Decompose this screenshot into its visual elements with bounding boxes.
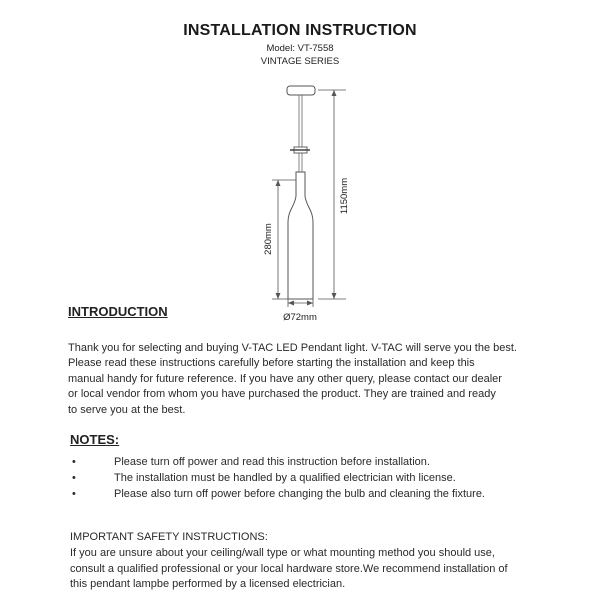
list-item [70,472,570,488]
bottle-height-label: 280mm [263,223,274,255]
list-item [70,488,570,504]
bullet-icon: • [72,456,76,468]
bottle-shade [288,172,313,299]
series-name: VINTAGE SERIES [260,56,340,67]
note-text: Please turn off power and read this instruction before installation. [114,456,430,468]
model-number: Model: VT-7558 [266,43,334,54]
introduction-paragraph [68,341,568,418]
bullet-icon: • [72,488,76,500]
notes-list [70,456,570,504]
intro-line: manual handy for future reference. If you have any other query, please contact our dealer [68,372,502,385]
intro-line: or local vendor from whom you have purchased the product. They are trained and ready [68,388,496,401]
safety-line: If you are unsure about your ceiling/wall type or what mounting method you should use, [70,547,495,559]
intro-line: to serve you at the best. [68,403,186,416]
page-title: INSTALLATION INSTRUCTION [183,22,417,39]
safety-line: consult a qualified professional or your local hardware store.We recommend installation of [70,562,508,575]
bullet-icon: • [72,472,76,484]
diameter-label: Ø72mm [283,312,317,323]
safety-paragraph [70,546,590,593]
safety-heading: IMPORTANT SAFETY INSTRUCTIONS: [70,531,268,543]
ceiling-canopy [287,86,315,95]
notes-heading: NOTES: [70,432,120,447]
intro-line: Thank you for selecting and buying V-TAC LED Pendant light. V-TAC will serve you the best. [68,342,517,354]
introduction-heading: INTRODUCTION [68,304,168,319]
list-item [70,456,570,472]
safety-line: this pendant lampbe performed by a licensed electrician. [70,578,346,590]
intro-line: Please read these instructions carefully before starting the installation and keep this [68,357,475,370]
note-text: The installation must be handled by a qualified electrician with license. [114,472,456,484]
total-height-label: 1150mm [339,177,350,215]
note-text: Please also turn off power before changing the bulb and cleaning the fixture. [114,488,485,500]
